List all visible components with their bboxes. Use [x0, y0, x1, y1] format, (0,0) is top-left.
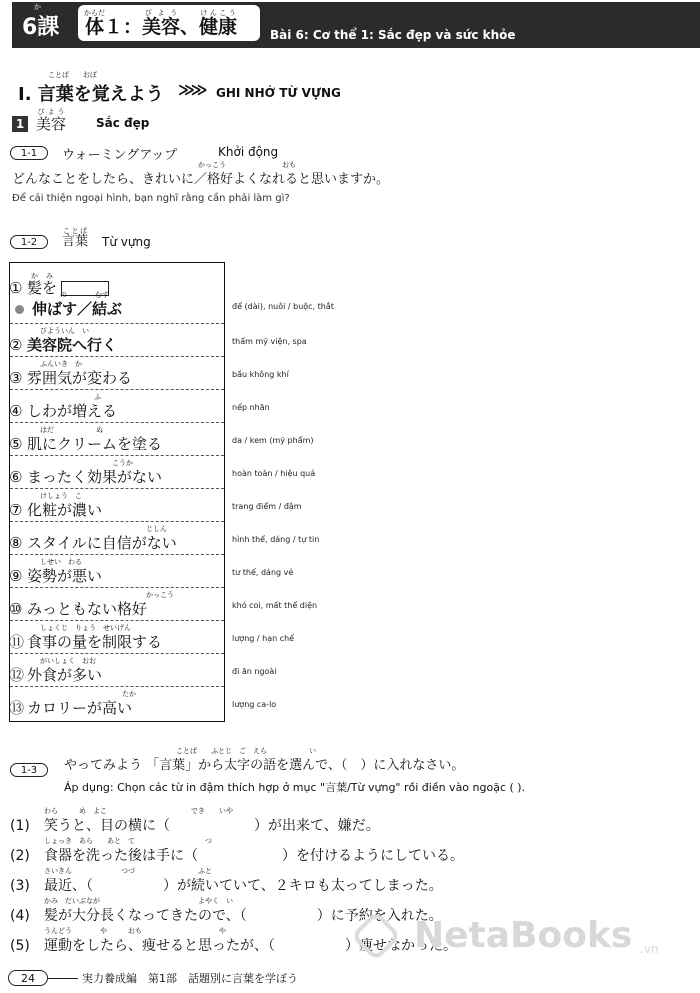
vocab-row: ⑧ スタイルに自信がない — [9, 534, 177, 552]
vocab-row: ⑨ 姿勢が悪い — [9, 567, 103, 585]
topic-title-vi: Sắc đẹp — [96, 116, 150, 130]
row-divider — [10, 554, 224, 555]
vocab-ruby: こうか — [112, 459, 133, 467]
page-number: 24 — [8, 970, 48, 986]
topic-number: 1 — [12, 116, 28, 132]
vocab-title-vi: Từ vựng — [102, 235, 151, 249]
vocab-ruby: しょくじ りょう せいげん — [40, 624, 131, 632]
vocab-ruby: ふ — [94, 393, 101, 401]
exercise-sentence: (5) 運動をしたら、痩せると思ったが、（ ）痩せなかった。 — [10, 938, 457, 954]
row-divider — [10, 620, 224, 621]
sentence-ruby: かみ だいぶなが よやく い — [44, 897, 233, 905]
instruction-ruby: ことば ふとじ ご えら い — [176, 747, 316, 755]
vocab-row: ① 髪をかみ — [9, 272, 225, 298]
vocab-row: ② 美容院へ行く — [9, 336, 118, 354]
row-divider — [10, 389, 224, 390]
lesson-ruby: か — [34, 3, 41, 11]
topic-title: 美容びよう — [36, 108, 67, 133]
vocab-ruby: けしょう こ — [40, 492, 82, 500]
row-divider — [10, 422, 224, 423]
watermark: NetaBooks — [414, 915, 633, 956]
warmup-title-vi: Khởi động — [218, 145, 279, 159]
double-arrow-icon: ≫≫ — [178, 80, 204, 99]
practice-tag: 1-3 — [10, 763, 48, 777]
vocab-meaning: lượng ca-lo — [232, 700, 277, 709]
vocab-ruby: かっこう — [146, 591, 174, 599]
section-title-ruby: ことば おぼ — [48, 71, 97, 79]
exercise-sentence: (2) 食器を洗った後は手に（ ）を付けるようにしている。 — [10, 848, 464, 864]
row-divider — [10, 356, 224, 357]
vocab-meaning: đi ăn ngoài — [232, 667, 277, 676]
exercise-sentence: (3) 最近、（ ）が続いていて、２キロも太ってしまった。 — [10, 878, 443, 894]
sentence-ruby: しょっき あら あと て つ — [44, 837, 212, 845]
row-divider — [10, 455, 224, 456]
warmup-question-ruby: かっこう おも — [198, 161, 296, 169]
sentence-ruby: うんどう や おも や — [44, 927, 226, 935]
vocab-row: ③ 雰囲気が変わる — [9, 369, 133, 387]
row-divider — [10, 488, 224, 489]
vocab-ruby: びよういん い — [40, 327, 89, 335]
practice-instruction: やってみよう 「言葉」から太字の語を選んで、（ ）に入れなさい。 — [64, 758, 465, 773]
vocab-ruby: ふんいき か — [40, 360, 82, 368]
vocab-sub-ruby: の むす — [60, 291, 109, 299]
vocab-row: ⑤ 肌にクリームを塗る — [9, 435, 163, 453]
vocab-meaning: khó coi, mất thể diện — [232, 601, 318, 610]
vocab-row-sub: 伸ばす／結ぶ — [9, 298, 225, 319]
vocab-meaning: da / kem (mỹ phẩm) — [232, 436, 314, 445]
vocab-row: ⑥ まったく効果がない — [9, 468, 163, 486]
vocab-ruby: がいしょく おお — [40, 657, 96, 665]
vocab-row: ④ しわが増える — [9, 402, 118, 420]
vocab-meaning: để (dài), nuôi / buộc, thắt — [232, 302, 334, 311]
vocab-tag: 1-2 — [10, 235, 48, 249]
vocab-meaning: thẩm mỹ viện, spa — [232, 337, 307, 346]
warmup-question-vi: Để cải thiện ngoại hình, bạn nghĩ rằng cần phải làm gì? — [12, 193, 290, 204]
section-title-vi: GHI NHỚ TỪ VỰNG — [216, 86, 341, 100]
vocab-ruby: たか — [122, 690, 136, 698]
section-title: Ⅰ. 言葉を覚えよう — [18, 84, 164, 105]
footer-divider — [48, 978, 78, 979]
lesson-number: 6課 — [22, 15, 60, 40]
vocab-row: ⑦ 化粧が濃い — [9, 501, 103, 519]
warmup-title: ウォーミングアップ — [62, 148, 178, 163]
bullet-icon — [15, 305, 24, 314]
vocab-meaning: hoàn toàn / hiệu quả — [232, 469, 316, 478]
exercise-sentence: (1) 笑うと、目の横に（ ）が出来て、嫌だ。 — [10, 818, 380, 834]
footer-text: 実力養成編 第1部 話題別に言葉を学ぼう — [82, 972, 298, 985]
warmup-tag: 1-1 — [10, 146, 48, 160]
row-divider — [10, 686, 224, 687]
vocab-meaning: tư thế, dáng vẻ — [232, 568, 294, 577]
row-divider — [10, 323, 224, 324]
row-divider — [10, 587, 224, 588]
vocab-ruby: じしん — [146, 525, 167, 533]
vocab-row: ⑪ 食事の量を制限する — [9, 633, 163, 651]
sentence-ruby: わら め よこ でき いや — [44, 807, 233, 815]
row-divider — [10, 653, 224, 654]
lesson-title-vi: Bài 6: Cơ thể 1: Sắc đẹp và sức khỏe — [270, 28, 516, 42]
row-divider — [10, 521, 224, 522]
vocab-row: ⑬ カロリーが高い — [9, 699, 133, 717]
practice-instruction-vi: Áp dụng: Chọn các từ in đậm thích hợp ở mục "言葉/Từ vựng" rồi điền vào ngoặc ( ). — [64, 781, 526, 794]
vocab-row: ⑫ 外食が多い — [9, 666, 103, 684]
vocab-ruby: しせい わる — [40, 558, 82, 566]
vocab-meaning: hình thể, dáng / tự tin — [232, 535, 320, 544]
vocab-meaning: lượng / hạn chế — [232, 634, 295, 643]
vocab-ruby: はだ ぬ — [40, 426, 103, 434]
warmup-question: どんなことをしたら、きれいに／格好よくなれると思いますか。 — [12, 172, 390, 187]
exercise-sentence: (4) 髪が大分長くなってきたので、（ ）に予約を入れた。 — [10, 908, 443, 924]
lesson-title: 体からだ１：美容びよう、健康けんこう — [84, 9, 238, 38]
watermark-suffix: .vn — [640, 942, 659, 956]
vocab-meaning: nếp nhăn — [232, 403, 270, 412]
sentence-ruby: さいきん つづ ふと — [44, 867, 212, 875]
vocab-meaning: bầu không khí — [232, 370, 289, 379]
vocab-meaning: trang điểm / đậm — [232, 502, 302, 511]
vocab-row: ⑩ みっともない格好 — [9, 600, 148, 618]
vocab-title: 言葉ことば — [62, 227, 89, 249]
